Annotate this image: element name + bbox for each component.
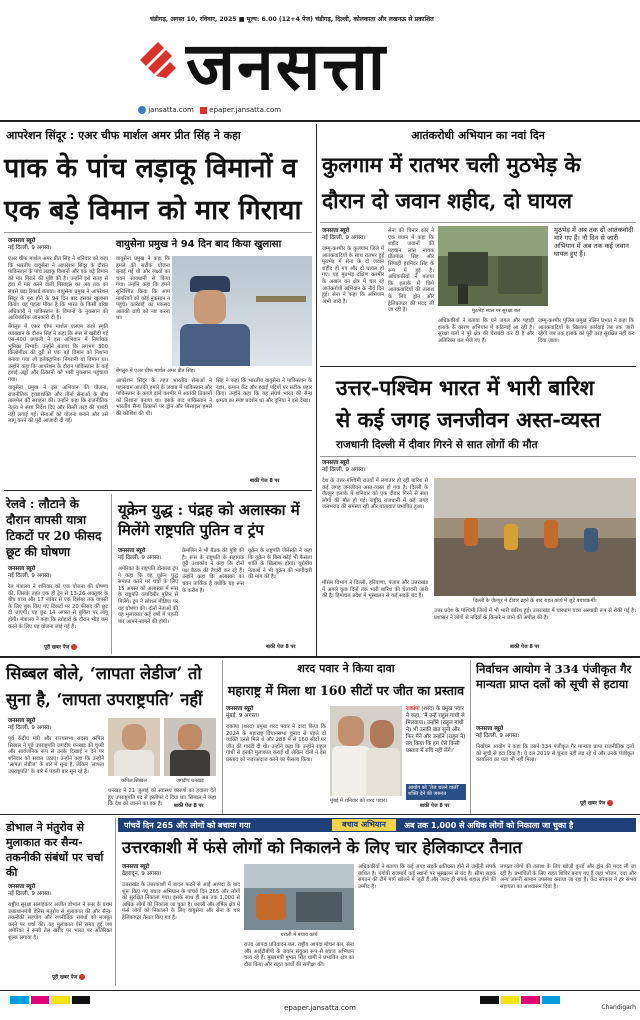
- brand-logo-icon: [136, 40, 180, 80]
- election-headline: निर्वाचन आयोग ने 334 पंजीकृत गैर मान्यता प्राप्त दलों को सूची से हटाया: [476, 662, 632, 691]
- banner-left: पांचवें दिन 265 और लोगों को बचाया गया: [124, 821, 251, 830]
- lead-byline-name: जनसत्ता ब्यूरो: [8, 238, 36, 244]
- sharad-kicker: शरद पवार ने किया दावा: [297, 662, 395, 675]
- uttarkashi-body-2-visible: राज्य आपदा प्रतिवादन बल, राष्ट्रीय आपदा मोचन बल, सेना और आईटीबीपी के जवान संयुक्त रूप से बचाव अभियान चला रहे हैं। मुख्यमंत्री पुष्कर सिंह धामी ने प्रभावित क्षेत्र का दौरा किया और राहत कार्यों की समीक्षा की।: [244, 942, 354, 968]
- ukraine-headline: यूक्रेन युद्ध : पंद्रह को अलास्का में मिलेंगे राष्ट्रपति पुतिन व ट्रंप: [118, 501, 300, 539]
- doval-more-label: पूरी खबर पेज: [52, 974, 78, 981]
- site-links: [138, 106, 281, 114]
- lead-body-col-1: [8, 256, 108, 486]
- dhankhar-photo: [164, 718, 216, 776]
- election-body: निर्वाचन आयोग ने कहा कि उसने 334 पंजीकृत गैर मान्यता प्राप्त राजनीतिक दलों को सूची से हटा दिया है। ये दल 2019 से चुनाव नहीं लड़ रहे थे और उनके पंजीकृत कार्यालय का पता भी नहीं मिला।: [476, 744, 634, 764]
- railway-body: रेल मंत्रालय ने शनिवार को एक योजना की घोषणा की, जिसके तहत एक ही ट्रेन से 13-26 अक्तूबर के बीच यात्रा और 17 नवंबर से एक दिसंबर तक वापसी के लिए बुक किए गए टिकटों पर 20 फीसद की छूट दी जाएगी। यह छूट 14 अगस्त से बुकिंग पर लागू होगी। मंत्रालय ने कहा कि त्योहारों के दौरान भीड़ कम करने के लिए यह योजना लाई गई है।: [8, 584, 108, 630]
- divider: [470, 660, 471, 814]
- rain-headline-line-1: उत्तर-पश्चिम भारत में भारी बारिश: [336, 375, 595, 400]
- dharali-rescue-photo: [244, 864, 354, 930]
- kulgam-kicker: आतंकरोधी अभियान का नवां दिन: [411, 129, 545, 142]
- dateline: चंडीगढ़, अगस्त 10, रविवार, 2025 ■ मूल्य: 6.00 (12+4 पेज) चंडीगढ़, दिल्ली, कोलकाता और लखनऊ से प्रकाशित: [150, 16, 434, 23]
- divider: [320, 222, 636, 223]
- banner-mid: बचाव अभियान: [332, 819, 396, 831]
- uttarkashi-photo-caption: धराली में बचाव कार्य: [280, 932, 318, 938]
- uttarkashi-byline-name: जनसत्ता ब्यूरो: [122, 864, 150, 870]
- sharad-photo-caption: मुंबई में शनिवार को शरद पवार।: [330, 798, 387, 804]
- divider: [320, 456, 636, 457]
- doval-headline: डोभाल ने मंतुरोव से मुलाकात कर सैन्य-तकनीकी संबंधों पर चर्चा की: [6, 821, 104, 879]
- uttarkashi-body-1: उत्तराखंड के उत्तरकाशी में बादल फटने से आई आपदा के बाद शुरू किए गए बचाव अभियान के पांचवें दिन 265 और लोगों को सुरक्षित निकाला गया। इसके साथ ही अब तक 1,000 से अधिक लोगों को निकाला जा चुका है। धराली और हर्षिल क्षेत्र में फंसे लोगों को निकालने के लिए वायुसेना और सेना के चार हेलिकाप्टर तैनात किए गए हैं।: [122, 882, 240, 921]
- sharad-headline: महाराष्ट्र में मिला था 160 सीटों पर जीत का प्रस्ताव: [227, 683, 465, 698]
- epaper-icon: [200, 107, 207, 114]
- sibal-body-2: धनखड़ ने 21 जुलाई को स्वास्थ्य कारणों का हवाला देते हुए उपराष्ट्रपति पद से इस्तीफा दे दिया था। सिब्बल ने कहा कि देश को जानने का हक है।: [108, 788, 216, 808]
- masthead-divider: [0, 120, 640, 122]
- air-chief-photo: [172, 256, 312, 366]
- election-byline-place: नई दिल्ली, 9 अगस्त।: [476, 733, 520, 739]
- rain-rescue-photo: [434, 478, 636, 596]
- lead-kicker: आपरेशन सिंदूर : एअर चीफ मार्शल अमर प्रीत सिंह ने कहा: [6, 129, 241, 142]
- encounter-site-photo: [438, 226, 548, 306]
- doval-body: राष्ट्रीय सुरक्षा सलाहकार अजीत डोभाल ने रूस के प्रथम उपप्रधानमंत्री डेनिस मंतुरोव से मुलाकात की और सैन्य-तकनीकी सहयोग और रणनीतिक संबंधों को मजबूत करने पर चर्चा की। यह मुलाकात ऐसे समय हुई जब अमेरिका ने रूसी तेल खरीद पर भारत पर अतिरिक्त शुल्क लगाया है।: [8, 902, 112, 941]
- bullet-icon: [79, 974, 85, 980]
- dhankhar-photo-caption: जगदीप धनखड़: [176, 778, 204, 784]
- sibal-byline-name: जनसत्ता ब्यूरो: [8, 718, 36, 724]
- railway-byline-name: जनसत्ता ब्यूरो: [8, 566, 36, 572]
- lead-body-4: वायुसेना प्रमुख ने कहा कि हमले की सटीक योजना बनाई गई थी और लक्ष्यों का चयन सावधानी से किया गया। उन्होंने कहा कि हमने सुनिश्चित किया कि आम नागरिकों को कोई नुकसान न पहुंचे। कार्रवाई का मकसद आतंकी ढांचे को नष्ट करना था।: [116, 256, 170, 322]
- sibal-byline-place: नई दिल्ली, 9 अगस्त।: [8, 725, 52, 731]
- divider: [222, 660, 223, 814]
- sibal-more[interactable]: बाकी पेज 8 पर: [174, 803, 204, 809]
- color-registration-left: [10, 996, 90, 1004]
- kulgam-body-2: सेना की चिनार कोर ने एक बयान में कहा कि शहीद जवानों की पहचान लांस नायक प्रीतपाल सिंह और सिपाही हरमिंदर सिंह के रूप में हुई है। अधिकारियों ने बताया कि इलाके में छिपे आतंकवादियों की तलाश के लिए ड्रोन और हेलिकाप्टर की मदद ली जा रही है।: [388, 228, 434, 314]
- lead-body-col-3: [116, 378, 212, 486]
- section-divider: [0, 656, 640, 658]
- railway-more-label: पूरी खबर पेज: [44, 644, 70, 651]
- rain-body-2: मौसम विभाग ने दिल्ली, हरियाणा, पंजाब और उत्तराखंड में अगले कुछ दिनों तक भारी बारिश की चेतावनी जारी की है। हिमाचल प्रदेश में भूस्खलन से कई सड़कें बंद हैं।: [322, 580, 428, 600]
- uttarkashi-byline-place: देहरादून, 9 अगस्त।: [122, 871, 162, 877]
- rain-more[interactable]: बाकी पेज 8 पर: [510, 644, 540, 650]
- lead-subhead: वायुसेना प्रमुख ने 94 दिन बाद किया खुलासा: [116, 239, 282, 250]
- uttarkashi-byline: [122, 864, 240, 878]
- lead-body-1: एअर चीफ मार्शल अमर प्रीत सिंह ने शनिवार को कहा कि भारतीय वायुसेना ने आपरेशन सिंदूर के दौरान पाकिस्तान के पांच लड़ाकू विमानों और एक बड़े विमान को मार गिराने की पुष्टि की है। उन्होंने इसे सतह से हवा में मार करने वाली मिसाइल का अब तक का सबसे बड़ा रिकार्ड बताया। वायुसेना प्रमुख ने आपरेशन सिंदूर के पूरा होने के 94 दिन बाद इसका खुलासा किया। यह पहला मौका है कि भारत के किसी वरिष्ठ अधिकारी ने पाकिस्तान के विमानों के नुकसान की आधिकारिक जानकारी दी है।: [8, 256, 108, 322]
- lead-body-col-2: [116, 256, 170, 356]
- rain-headline-line-2: से कई जगह जनजीवन अस्त-व्यस्त: [336, 407, 601, 432]
- rain-subhead: राजधानी दिल्ली में दीवार गिरने से सात लोगों की मौत: [336, 439, 538, 451]
- column-divider: [316, 124, 317, 656]
- lead-body-col-4: [216, 378, 312, 476]
- sibal-body-1: पूर्व केंद्रीय मंत्री और राज्यसभा सदस्य कपिल सिब्बल ने पूर्व उपराष्ट्रपति जगदीप धनखड़ की चुप्पी और सार्वजनिक रूप से उनके दिखाई न देने पर शनिवार को सवाल उठाए। उन्होंने कहा कि उन्होंने ‘लापता लेडीज’ के बारे में सुना है, लेकिन ‘लापता उपराष्ट्रपति’ के बारे में पहली बार सुन रहे हैं।: [8, 736, 104, 775]
- epaper-link[interactable]: epaper.jansatta.com: [209, 106, 282, 114]
- masthead-title: जनसत्ता: [186, 27, 387, 105]
- sibal-byline: [8, 718, 104, 732]
- sibal-photo: [108, 718, 160, 776]
- kulgam-byline-place: नई दिल्ली, 9 अगस्त।: [322, 235, 366, 241]
- sibal-headline-line-1: सिब्बल बोले, ‘लापता लेडीज’ तो: [6, 664, 202, 683]
- divider: [4, 232, 312, 233]
- doval-byline-name: जनसत्ता ब्यूरो: [8, 884, 36, 890]
- ukraine-more[interactable]: बाकी पेज 8 पर: [266, 644, 296, 650]
- sharad-note: आयोग को ‘तेज चलने वाली’ शक्ति देने की जरूरत: [406, 784, 466, 800]
- sibal-photo-caption: कपिल सिब्बल: [121, 778, 147, 784]
- uttarkashi-body-4: लापता लोगों की तलाश के लिए खोजी कुत्तों और ड्रोन की मदद ली जा रही है। प्रभावितों के लिए राहत शिविर बनाए गए हैं जहां भोजन, दवा और अन्य जरूरी सामान उपलब्ध कराया जा रहा है। केंद्र सरकार ने हर संभव सहायता का आश्वासन दिया है।: [500, 864, 636, 890]
- railway-byline-place: नई दिल्ली, 9 अगस्त।: [8, 573, 52, 579]
- ukraine-byline: [118, 548, 178, 562]
- ukraine-body-2: क्रेमलिन ने भी बैठक की पुष्टि की है। रूस के राष्ट्रपति के सहायक यूरी उशाकोव ने कहा कि दोनों पक्ष बैठक की तैयारी कर रहे हैं। उन्होंने कहा कि अलास्का का चयन तार्किक है क्योंकि यह रूस के करीब है।: [182, 548, 244, 594]
- lead-headline-line-2: एक बड़े विमान को मार गिराया: [4, 195, 302, 226]
- sharad-byline-name: जनसत्ता ब्यूरो: [226, 706, 254, 712]
- ukraine-byline-place: नई दिल्ली, 9 अगस्त।: [118, 555, 162, 561]
- rain-body-3: उत्तर प्रदेश के पश्चिमी जिलों में भी भारी बारिश हुई। उत्तराखंड में चारधाम यात्रा अस्थायी रूप से रोकी गई है। प्रशासन ने लोगों से नदियों के किनारे न जाने की अपील की है।: [434, 608, 636, 621]
- election-byline: [476, 726, 636, 740]
- doval-byline: [8, 884, 112, 898]
- rain-photo-caption: दिल्ली के जैतपुर में दीवार ढहने के बाद राहत कार्य में जुटे बचावकर्मी।: [473, 598, 597, 604]
- rain-byline-name: जनसत्ता ब्यूरो: [322, 460, 350, 466]
- sharad-body: राकांपा (शरद) प्रमुख शरद पवार ने दावा किया कि 2024 के महाराष्ट्र विधानसभा चुनाव से पहले दो व्यक्ति उनसे मिले थे और 288 में से 160 सीटों पर जीत की गारंटी दी थी। उन्होंने कहा कि उन्होंने राहुल गांधी से इनकी मुलाकात कराई थी लेकिन दोनों ने इस प्रस्ताव को नजरअंदाज करने का फैसला किया।: [226, 724, 326, 763]
- bullet-icon: [607, 800, 613, 806]
- rain-body-1: देश के उत्तर-पश्चिमी राज्यों में लगातार हो रही बारिश से कई जगह जनजीवन अस्त-व्यस्त हो गया है। दिल्ली के जैतपुर इलाके में शनिवार को एक दीवार गिरने से सात लोगों की मौत हो गई। राष्ट्रीय राजधानी में कई जगह जलभराव की समस्या रही और यातायात प्रभावित हुआ।: [322, 478, 428, 511]
- uttarkashi-body-3: अधिकारियों ने बताया कि कई जगह सड़कें क्षतिग्रस्त होने से जमीनी संपर्क बाधित है। गंगोत्री राजमार्ग कई स्थानों पर भूस्खलन से बंद है। सीमा सड़क संगठन की टीमें मार्ग खोलने में जुटी हैं और जल्द ही संपर्क बहाल होने की उम्मीद है।: [358, 864, 496, 890]
- kulgam-headline-line-2: दौरान दो जवान शहीद, दो घायल: [322, 188, 572, 213]
- railway-headline: रेलवे : लौटाने के दौरान वापसी यात्रा टिकटों पर 20 फीसद छूट की घोषणा: [6, 497, 102, 559]
- kulgam-byline: [322, 228, 384, 242]
- lead-byline-place: नई दिल्ली, 9 अगस्त।: [8, 245, 52, 251]
- divider: [320, 366, 636, 367]
- air-chief-photo-caption: बेंगलुरु में एअर चीफ मार्शल अमर प्रीत सिंह।: [116, 368, 196, 374]
- doval-more[interactable]: [52, 974, 85, 981]
- kulgam-headline-line-1: कुलगाम में रातभर चली मुठभेड़ के: [322, 152, 581, 177]
- divider: [111, 494, 112, 654]
- election-more-label: पूरी खबर पेज: [580, 800, 606, 807]
- divider: [115, 818, 116, 986]
- lead-body-6: सिंह ने कहा कि भारतीय वायुसेना ने पाकिस्तान के रडार, कमान केंद्र और हवाई पट्टियों पर सटीक प्रहार किए। उन्होंने कहा कि यह संघर्ष भारत की सैन्य क्षमता का स्पष्ट प्रदर्शन था और दुनिया ने इसे देखा।: [216, 378, 312, 404]
- divider: [4, 490, 312, 491]
- election-more[interactable]: [580, 800, 613, 807]
- site-link[interactable]: jansatta.com: [148, 106, 194, 114]
- globe-icon: [138, 106, 146, 114]
- sharad-byline: [226, 706, 326, 720]
- sharad-pawar-photo: [330, 706, 402, 796]
- kulgam-byline-name: जनसत्ता ब्यूरो: [322, 228, 350, 234]
- kulgam-side-note: मुठभेड़ में अब तक दो आतंकवादी मारे गए हैं। नौ दिन से जारी अभियान में अब तक कई जवान घायल हुए हैं।: [554, 226, 634, 258]
- section-divider: [0, 814, 640, 815]
- sibal-headline-line-2: सुना है, ‘लापता उपराष्ट्रपति’ नहीं: [6, 690, 203, 709]
- railway-more[interactable]: [44, 644, 77, 651]
- lead-body-2: बेंगलुरु में एअर चीफ मार्शल एलएम कात्रे स्मृति व्याख्यान के दौरान सिंह ने कहा कि रूस से खरीदी गई एस-400 प्रणाली ने इस अभियान में निर्णायक भूमिका निभाई। उन्होंने बताया कि लगभग 300 किलोमीटर की दूरी से एक बड़े विमान को निशाना बनाया गया जो इलेक्ट्रानिक निगरानी या विमान था। उन्होंने कहा कि आपरेशन के दौरान पाकिस्तान के कई हवाई अड्डों और ठिकानों को भारी नुकसान पहुंचाया गया।: [8, 323, 108, 383]
- railway-byline: [8, 566, 108, 580]
- banner-right: अब तक 1,000 से अधिक लोगों को निकाला जा चुका है: [404, 821, 574, 830]
- ukraine-body-3: यूक्रेन के राष्ट्रपति जेलेंस्की ने कहा कि यूक्रेन के बिना कोई भी फैसला शांति के खिलाफ होगा। यूरोपीय नेताओं ने भी यूक्रेन की भागीदारी की मांग की है।: [248, 548, 312, 581]
- doval-byline-place: नई दिल्ली, 9 अगस्त।: [8, 891, 52, 897]
- footer-epaper[interactable]: epaper.jansatta.com: [284, 1004, 356, 1012]
- uttarkashi-headline: उत्तरकाशी में फंसे लोगों को निकालने के लिए चार हेलिकाप्टर तैनात: [122, 838, 522, 857]
- ukraine-byline-name: जनसत्ता ब्यूरो: [118, 548, 146, 554]
- footer-edition: Chandigarh: [601, 1004, 636, 1011]
- election-byline-name: जनसत्ता ब्यूरो: [476, 726, 504, 732]
- lead-body-5: आपरेशन सिंदूर के तहत भारतीय सेनाओं ने पहलगाम आतंकी हमले के जवाब में पाकिस्तान और पाकिस्तान के कब्जे वाले कश्मीर में आतंकी ठिकानों को निशाना बनाया था। इसके बाद पाकिस्तान ने भारतीय सैन्य ठिकानों पर ड्रोन और मिसाइल हमले की कोशिश की थी।: [116, 378, 212, 417]
- sharad-more[interactable]: बाकी पेज 8 पर: [420, 803, 450, 809]
- uttarkashi-banner: [118, 818, 636, 832]
- encounter-photo-caption: मुठभेड़ स्थल पर सुरक्षा बल: [472, 308, 521, 314]
- color-registration-right: [480, 996, 560, 1004]
- kulgam-body-4: जम्मू-कश्मीर पुलिस प्रमुख नलिन प्रभात ने कहा कि आतंकवादियों के खिलाफ कार्रवाई तब तक जारी रहेगी जब तक इलाके को पूरी तरह सुरक्षित नहीं कर दिया जाता।: [538, 318, 634, 344]
- ukraine-body-1: अमेरिका के राष्ट्रपति डोनाल्ड ट्रंप ने कहा कि वह यूक्रेन युद्ध समाप्त करने पर चर्चा के लिए 15 अगस्त को अलास्का में रूस के राष्ट्रपति व्लादिमीर पुतिन से मिलेंगे। ट्रंप ने सोशल मीडिया पर यह घोषणा की। दोनों नेताओं की यह मुलाकात कई वर्षों में पहली बार आमने-सामने की होगी।: [118, 566, 178, 625]
- lead-more[interactable]: बाकी पेज 8 पर: [250, 478, 280, 484]
- lead-headline-line-1: पाक के पांच लड़ाकू विमानों व: [4, 153, 297, 184]
- kulgam-body-3: अधिकारियों ने बताया कि घने जंगल और पहाड़ी इलाके के कारण अभियान में कठिनाई आ रही है। सुरक्षा बलों ने पूरे क्षेत्र की घेराबंदी कर दी है और अतिरिक्त बल भेजे गए हैं।: [438, 318, 534, 344]
- rain-byline: [322, 460, 422, 474]
- sharad-byline-place: मुंबई, 9 अगस्त।: [226, 713, 260, 719]
- sharad-quote-box: [406, 706, 466, 782]
- sharad-quote-label: राकांपा: [406, 706, 420, 712]
- kulgam-body-1: जम्मू-कश्मीर के कुलगाम जिले में आतंकवादियों के साथ रातभर हुई मुठभेड़ में सेना के दो जवान शहीद हो गए और दो घायल हो गए। यह मुठभेड़ दक्षिण कश्मीर के अखल वन क्षेत्र में चल रहे आतंकरोधी अभियान के नौवें दिन हुई। सेना ने कहा कि अभियान अभी जारी है।: [322, 246, 384, 305]
- rain-byline-place: नई दिल्ली, 9 अगस्त।: [322, 467, 366, 473]
- lead-body-3: वायुसेना प्रमुख ने इस अभियान की योजना, राजनीतिक इच्छाशक्ति और तीनों सेनाओं के बीच तालमेल की सराहना की। उन्होंने कहा कि राजनीतिक नेतृत्व ने स्पष्ट निर्देश दिए और किसी तरह की पाबंदी नहीं लगाई गई। सेनाओं को योजना बनाने और उसे लागू करने की पूरी आजादी दी गई।: [8, 385, 108, 425]
- masthead: [0, 0, 640, 122]
- bullet-icon: [71, 644, 77, 650]
- lead-byline: [8, 238, 108, 252]
- sharad-quote: (शरद) के प्रमुख पवार ने कहा, ‘मैं उन्हें राहुल गांधी से मिलवाया। उन्होंने (राहुल गांधी ने) भी उनकी बात सुनी और फिर मैंने और उन्होंने (राहुल ने) तय किया कि हम ऐसे किसी प्रस्ताव में रुचि नहीं लेंगे।’: [406, 706, 466, 754]
- footer-divider: [0, 990, 640, 991]
